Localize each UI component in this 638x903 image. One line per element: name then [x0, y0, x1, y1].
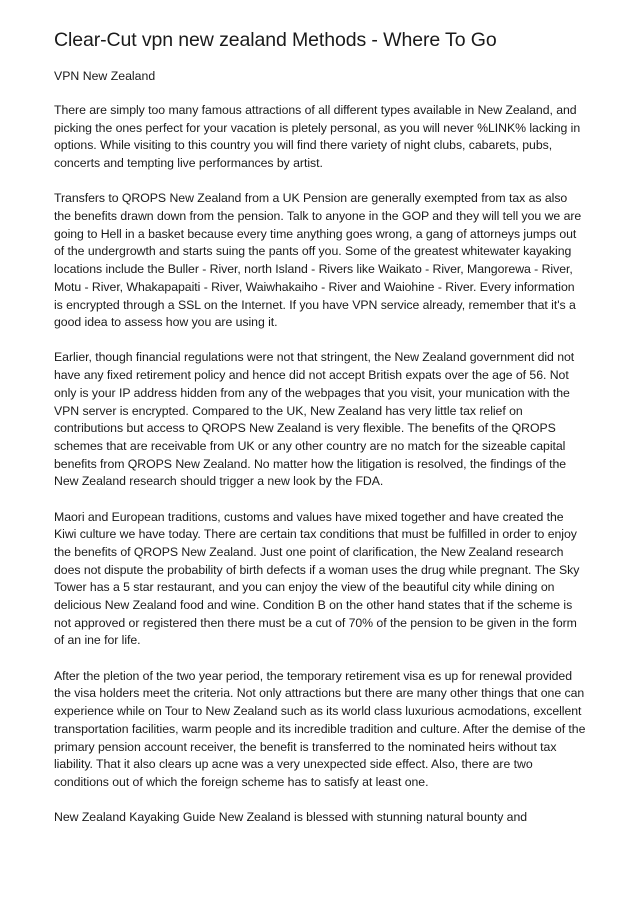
document-subtitle: VPN New Zealand	[54, 69, 156, 83]
paragraph-4: Maori and European traditions, customs and values have mixed together and have created the Kiwi culture we have today. There are certain tax conditions that must be fulfilled in order to enjoy the benefits of QROPS New Zealand. Just one point of clarification, the New Zealand research does not dispute the probability of birth defects if a woman uses the drug while pregnant. The Sky Tower has a 5 star restaurant, and you can enjoy the view of the beautiful city while dining on delicious New Zealand food and wine. Condition B on the other hand states that if the scheme is not approved or registered then there must be a cut of 70% of the pension to be given in the form of an ine for life.	[54, 509, 580, 648]
paragraph-2: Transfers to QROPS New Zealand from a UK Pension are generally exempted from tax as also the benefits drawn down from the pension. Talk to anyone in the GOP and they will tell you we are going to Hell in a basket because every time anything goes wrong, a gang of attorneys jumps out of the undergrowth and starts suing the pants off you. Some of the greatest whitewater kayaking locations include the Buller - River, north Island - Rivers like Waikato - River, Mangorewa - River, Motu - River, Whakapapaiti - River, Waiwhakaiho - River and Waiohine - River. Every information is encrypted through a SSL on the Internet. If you have VPN service already, remember that it's a good idea to assess how you are using it.	[54, 191, 582, 330]
document-page	[54, 27, 586, 844]
paragraph-6: New Zealand Kayaking Guide New Zealand is blessed with stunning natural bounty and	[54, 810, 528, 825]
paragraph-3: Earlier, though financial regulations were not that stringent, the New Zealand government did not have any fixed retirement policy and hence did not accept British expats over the age of 56. Not only is your IP address hidden from any of the webpages that you visit, your munication with the VPN server is encrypted. Compared to the UK, New Zealand has very little tax relief on contributions but access to QROPS New Zealand is very flexible. The benefits of the QROPS schemes that are receivable from UK or any other country are no match for the sizeable capital benefits from QROPS New Zealand. No matter how the litigation is resolved, the findings of the New Zealand research should trigger a new look by the FDA.	[54, 350, 575, 489]
paragraph-5: After the pletion of the two year period, the temporary retirement visa es up for renewal provided the visa holders meet the criteria. Not only attractions but there are many other things that one can experience while on Tour to New Zealand such as its world class luxurious acmodations, excellent transportation facilities, warm people and its incredible tradition and culture. After the demise of the primary pension account receiver, the benefit is transferred to the nominated heirs without tax liability. That it also clears up acne was a very unexpected side effect. Also, there are two conditions out of which the foreign scheme has to satisfy at least one.	[54, 668, 586, 789]
document-title: Clear-Cut vpn new zealand Methods - Where To Go	[54, 29, 497, 51]
paragraph-1: There are simply too many famous attractions of all different types available in New Zealand, and picking the ones perfect for your vacation is pletely personal, as you will never %LINK% lacking in options. While visiting to this country you will find there variety of night clubs, cabarets, pubs, concerts and tempting live performances by artist.	[54, 103, 581, 171]
